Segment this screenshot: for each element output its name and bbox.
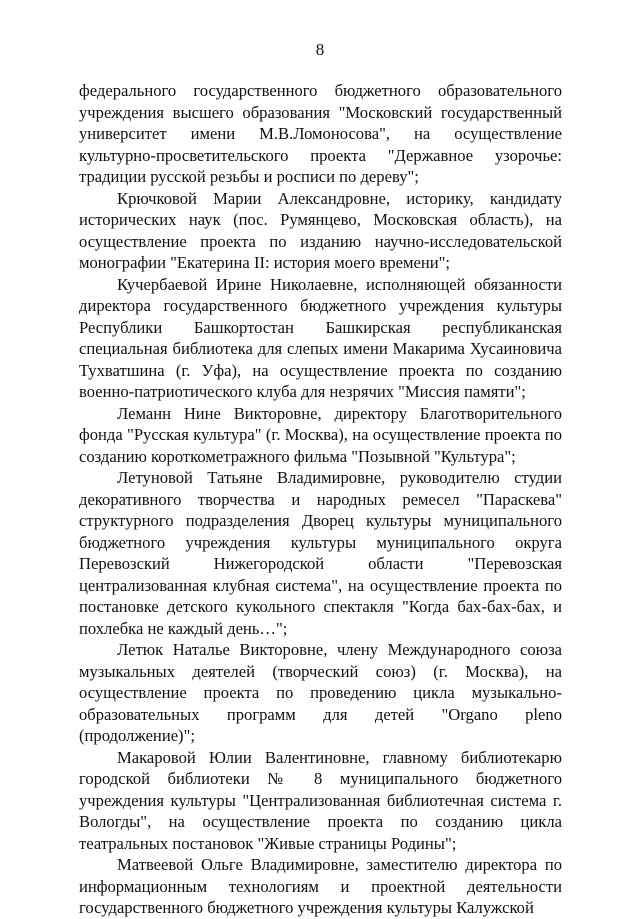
- paragraph-kryuchkova: Крючковой Марии Александровне, историку, кандидату исторических наук (пос. Румянцево, Московская область), на осуществление проекта по изданию научно-исследовательской монографии "Екатерина II: история моего времени";: [79, 188, 562, 272]
- paragraph-letunova: Летуновой Татьяне Владимировне, руководителю студии декоративного творчества и народных ремесел "Параскева" структурного подразделения Дворец культуры муниципального бюджетного учреждения культуры муниципального округа Перевозский Нижегородской области "Перевозская централизованная клубная система", на осуществление проекта по постановке детского кукольного спектакля "Когда бах-бах-бах, и похлебка не каждый день…";: [79, 468, 562, 638]
- paragraph-msu-continuation: федерального государственного бюджетного образовательного учреждения высшего образования "Московский государственный университет имени М.В.Ломоносова", на осуществление культурно-просветительского проекта "Державное узорочье: традиции русской резьбы и росписи по дереву";: [79, 81, 562, 186]
- paragraph-makarova: Макаровой Юлии Валентиновне, главному библиотекарю городской библиотеки № 8 муниципального бюджетного учреждения культуры "Централизованная библиотечная система г. Вологды", на осуществление проекта по созданию цикла театральных постановок "Живые страницы Родины";: [79, 747, 562, 853]
- page-number: 8: [315, 40, 325, 59]
- paragraph-letyuk: Летюк Наталье Викторовне, члену Международного союза музыкальных деятелей (творческий союз) (г. Москва), на осуществление проекта по проведению цикла музыкально-образовательных программ для детей "Organo pleno (продолжение)";: [79, 640, 562, 745]
- paragraph-kucherbaeva: Кучербаевой Ирине Николаевне, исполняющей обязанности директора государственного бюджетного учреждения культуры Республики Башкортостан Башкирская республиканская специальная библиотека для слепых имени Макарима Хусаиновича Тухватшина (г. Уфа), на осуществление проекта по созданию военно-патриотического клуба для незрячих "Миссия памяти";: [79, 274, 562, 401]
- document-body: [79, 80, 562, 919]
- paragraph-matveeva: Матвеевой Ольге Владимировне, заместителю директора по информационным технологиям и проектной деятельности государственного бюджетного учреждения культуры Калужской: [79, 855, 562, 917]
- paragraph-lemann: Леманн Нине Викторовне, директору Благотворительного фонда "Русская культура" (г. Москва), на осуществление проекта по созданию короткометражного фильма "Позывной "Культура";: [79, 403, 562, 466]
